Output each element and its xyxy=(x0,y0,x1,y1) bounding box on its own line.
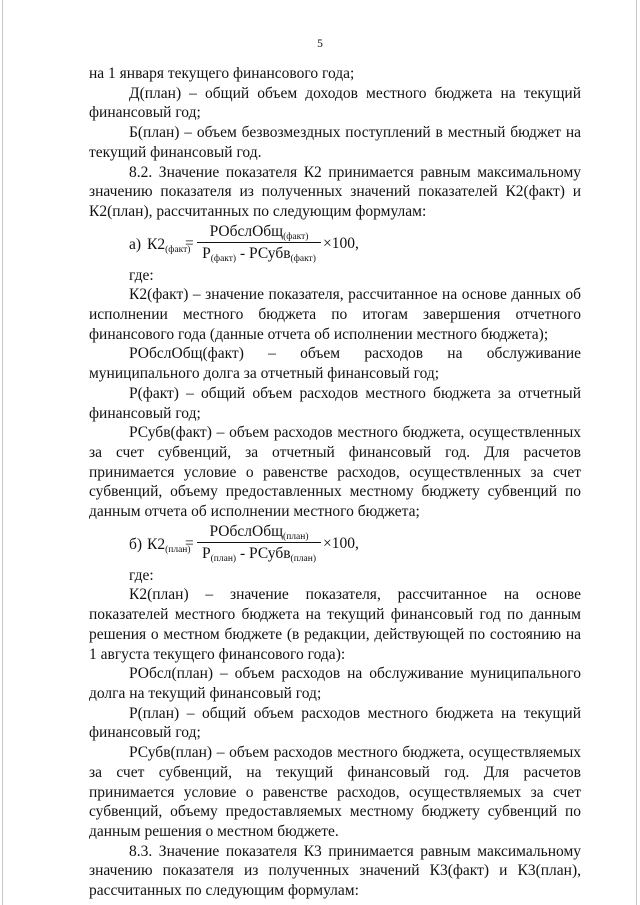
scan-right-edge xyxy=(636,0,637,905)
equals-sign: = xyxy=(185,234,194,252)
scan-left-edge xyxy=(2,0,3,905)
formula-label: а) xyxy=(129,235,142,253)
formula-a xyxy=(89,222,581,266)
numerator: РОбслОбщ$_{(факт)}$ xyxy=(209,222,309,242)
fraction-bar xyxy=(197,242,321,243)
paragraph: РСубв(план) – объем расходов местного бюджета, осуществляемых за счет субвенций, на текущий финансовый год. Для расчетов принимается условие о равенстве расходов, осуществляемых за счет субвенций, объему предоставляемых местному бюджету субвенций по данным решения о местном бюджете. xyxy=(89,744,581,840)
paragraph-8-3: 8.3. Значение показателя К3 принимается равным максимальному значению показателя из полученных значений К3(факт) и К3(план), рассчитанных по следующим формулам: xyxy=(89,842,581,900)
equals-sign: = xyxy=(185,534,194,552)
page-number: 5 xyxy=(317,38,323,50)
numerator: РОбслОбщ$_{(план)}$ xyxy=(209,522,309,542)
formula-lhs: $К2_{(факт)}$ xyxy=(147,235,191,255)
paragraph: Б(план) – объем безвозмездных поступлений в местный бюджет на текущий финансовый год. xyxy=(89,124,581,161)
formula-b xyxy=(89,522,581,566)
fraction-bar xyxy=(197,542,321,543)
paragraph: Д(план) – общий объем доходов местного бюджета на текущий финансовый год; xyxy=(89,84,581,122)
fraction xyxy=(195,522,323,564)
paragraph: РОбсл(план) – объем расходов на обслуживание муниципального долга на текущий финансовый год; xyxy=(89,665,581,702)
paragraph: Р(факт) – общий объем расходов местного бюджета за отчетный финансовый год; xyxy=(89,384,581,422)
paragraph: где: xyxy=(129,566,154,584)
paragraph: К2(план) – значение показателя, рассчитанное на основе показателей местного бюджета на текущий финансовый год по данным решения о местном бюджете (в редакции, действующей по состоянию на 1 августа текущего финансового года): xyxy=(89,586,581,663)
formula-lhs: $К2_{(план)}$ xyxy=(147,535,191,555)
paragraph: Р(план) – общий объем расходов местного бюджета на текущий финансовый год; xyxy=(89,704,581,742)
denominator: $Р_{(план)}$ - РСубв$_{(план)}$ xyxy=(202,544,316,564)
paragraph: РОбслОбщ(факт) – объем расходов на обслуживание муниципального долга за отчетный финансовый год; xyxy=(89,345,581,383)
formula-label: б) xyxy=(129,535,143,553)
paragraph: К2(факт) – значение показателя, рассчитанное на основе данных об исполнении местного бюджета по итогам завершения отчетного финансового года (данные отчета об исполнении местного бюджета); xyxy=(89,286,581,343)
paragraph: на 1 января текущего финансового года; xyxy=(89,65,355,82)
paragraph: РСубв(факт) – объем расходов местного бюджета, осуществленных за счет субвенций, за отчетный финансовый год. Для расчетов принимается условие о равенстве расходов, осуществленных за счет субвенций, объему предоставленных местному бюджету субвенций по данным отчета об исполнении местного бюджета; xyxy=(89,424,581,521)
denominator: $Р_{(факт)}$ - РСубв$_{(факт)}$ xyxy=(202,244,316,264)
paragraph: где: xyxy=(129,266,154,284)
fraction xyxy=(195,222,323,264)
formula-multiplier: ×100, xyxy=(323,534,359,552)
document-body xyxy=(89,64,581,901)
formula-multiplier: ×100, xyxy=(323,234,359,252)
paragraph-8-2: 8.2. Значение показателя К2 принимается равным максимальному значению показателя из полученных значений показателей К2(факт) и К2(план), рассчитанных по следующим формулам: xyxy=(89,163,581,220)
